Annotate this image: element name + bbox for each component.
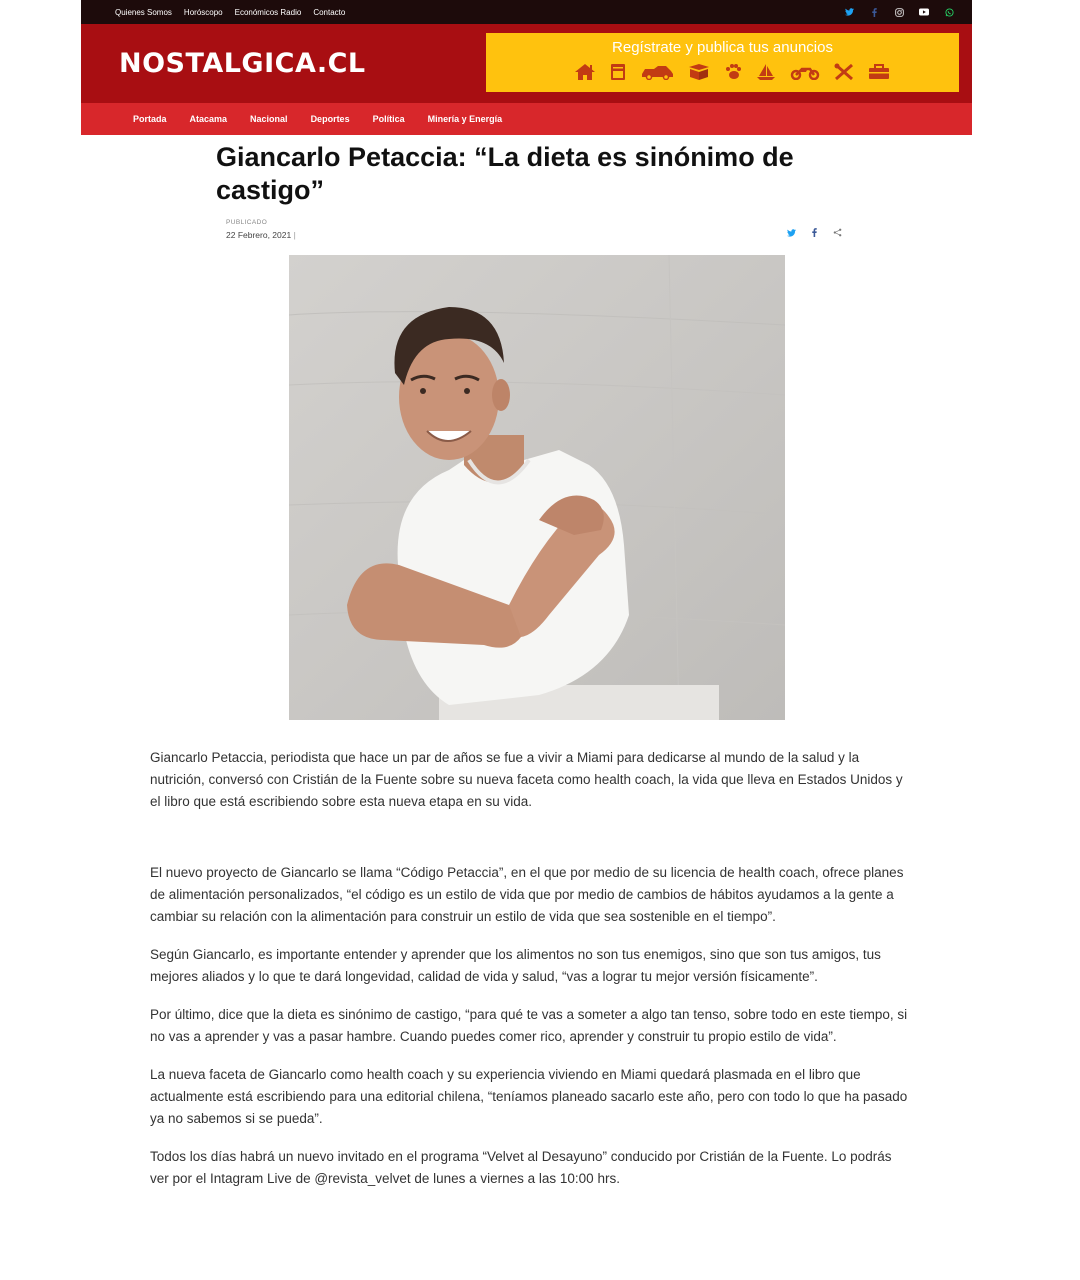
nav-item-atacama[interactable]: Atacama: [189, 114, 228, 124]
top-bar: [81, 0, 972, 24]
article-body: [150, 747, 910, 1190]
nav-item-deportes[interactable]: Deportes: [310, 114, 350, 124]
share-buttons: [787, 224, 842, 242]
nav-item-politica[interactable]: Política: [372, 114, 405, 124]
article-paragraph-6: Todos los días habrá un nuevo invitado en el programa “Velvet al Desayuno” conducido por Cristián de la Fuente. Lo podrás ver por el Intagram Live de @revista_velvet de lunes a viernes a las 10:00 hrs.: [150, 1149, 892, 1186]
house-icon: [574, 63, 596, 86]
ad-banner[interactable]: [486, 33, 959, 92]
top-link-economicos-radio[interactable]: Económicos Radio: [234, 7, 302, 17]
article-paragraph-4: Por último, dice que la dieta es sinónimo de castigo, “para qué te vas a someter a algo tan tenso, sobre todo en este tiempo, si no vas a aprender y vas a pasar hambre. Cuando puedes comer rico, aprender y construir tu propio estilo de vida”.: [150, 1007, 908, 1044]
article-paragraph-1: Giancarlo Petaccia, periodista que hace un par de años se fue a vivir a Miami para dedicarse al mundo de la salud y la nutrición, conversó con Cristián de la Fuente sobre su nueva faceta como health coach, la vida que lleva en Estados Unidos y el libro que está escribiendo sobre esta nueva etapa en su vida.: [150, 750, 903, 809]
top-link-contacto[interactable]: Contacto: [313, 7, 346, 17]
site-logo[interactable]: NOSTALGICA.CL: [119, 48, 366, 79]
social-links: [844, 0, 954, 24]
article-title: Giancarlo Petaccia: “La dieta es sinónimo de castigo”: [216, 142, 794, 205]
nav-item-nacional[interactable]: Nacional: [250, 114, 288, 124]
share-icon[interactable]: [833, 224, 842, 242]
boat-icon: [756, 63, 776, 86]
box-icon: [688, 63, 710, 86]
article-paragraph-3: Según Giancarlo, es importante entender y aprender que los alimentos no son tus enemigos, sino que son tus amigos, tus mejores aliados y lo que te dará longevidad, calidad de vida y salud, “vas a lograr tu mejor versión físicamente”.: [150, 947, 881, 984]
youtube-icon[interactable]: [919, 7, 929, 17]
paw-icon: [724, 63, 742, 86]
facebook-icon[interactable]: [869, 7, 879, 17]
ad-banner-text: Regístrate y publica tus anuncios: [612, 39, 833, 56]
published-label: PUBLICADO: [226, 219, 268, 226]
published-date: 22 Febrero, 2021 |: [226, 230, 296, 240]
article-paragraph-2: El nuevo proyecto de Giancarlo se llama “Código Petaccia”, en el que por medio de su licencia de health coach, ofrece planes de alimentación personalizados, “el código es un estilo de vida que por medio de cambios de hábitos ayudamos a la gente a cambiar su relación con la alimentación para construir un estilo de vida que sea sostenible en el tiempo”.: [150, 865, 904, 924]
tools-icon: [834, 63, 854, 86]
main-nav-items: [133, 103, 502, 135]
facebook-icon[interactable]: [812, 224, 817, 242]
ad-icons-row: [574, 63, 890, 86]
twitter-icon[interactable]: [787, 224, 796, 242]
nav-item-mineria-energia[interactable]: Minería y Energía: [427, 114, 503, 124]
main-nav: [81, 103, 972, 135]
nav-item-portada[interactable]: Portada: [133, 114, 167, 124]
top-link-quienes-somos[interactable]: Quienes Somos: [115, 7, 172, 17]
motorcycle-icon: [790, 64, 820, 85]
top-link-horoscopo[interactable]: Horóscopo: [183, 7, 223, 17]
car-icon: [640, 64, 674, 85]
instagram-icon[interactable]: [894, 7, 904, 17]
top-links: [115, 0, 345, 24]
twitter-icon[interactable]: [844, 7, 854, 17]
published-date-text: 22 Febrero, 2021: [226, 230, 292, 240]
site-header: [81, 24, 972, 103]
whatsapp-icon[interactable]: [944, 7, 954, 17]
appliance-icon: [610, 63, 626, 86]
toolbox-icon: [868, 64, 890, 85]
article-paragraph-5: La nueva faceta de Giancarlo como health coach y su experiencia viviendo en Miami quedará plasmada en el libro que actualmente está escribiendo para una editorial chilena, “teníamos planeado sacarlo este año, pero con todo lo que ha pasado ya no sabemos si se pueda”.: [150, 1067, 908, 1126]
article-photo: [289, 255, 785, 720]
